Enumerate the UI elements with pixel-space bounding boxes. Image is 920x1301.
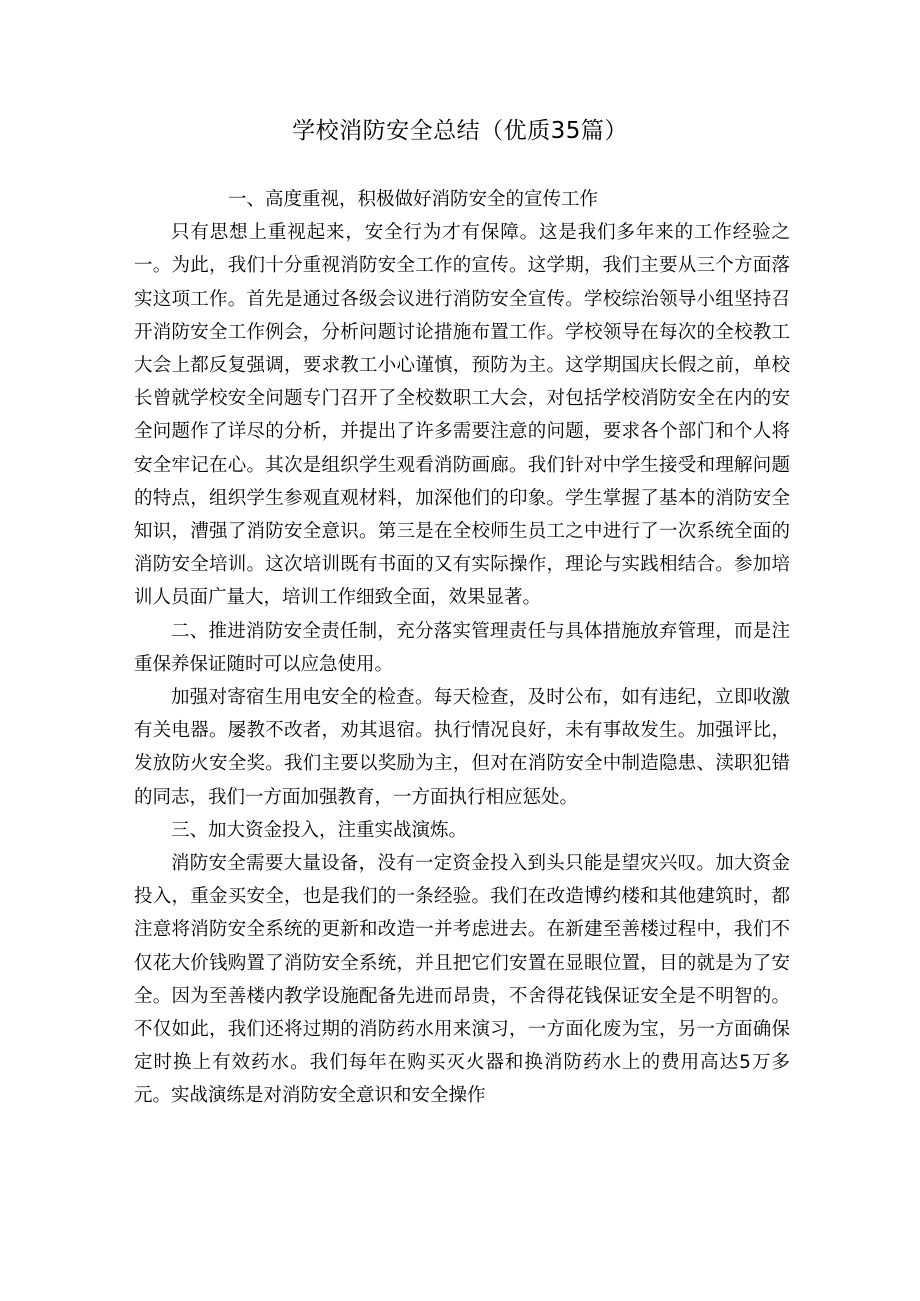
section-heading-2: 二、推进消防安全责任制，充分落实管理责任与具体措施放弃管理，而是注重保养保证随时可以应急使用。 (134, 620, 790, 675)
section-heading-3: 三、加大资金投入，注重实战演炼。 (171, 819, 468, 841)
section-heading-1: 一、高度重视，积极做好消防安全的宣传工作 (228, 189, 599, 210)
paragraph-2: 加强对寄宿生用电安全的检查。每天检查，及时公布，如有违纪，立即收激有关电器。屡教不改者，劝其退宿。执行情况良好，未有事故发生。加强评比，发放防火安全奖。我们主要以奖励为主，但对在消防安全中制造隐患、渎职犯错的同志，我们一方面加强教育，一方面执行相应惩处。 (134, 687, 790, 808)
paragraph-3: 消防安全需要大量设备，没有一定资金投入到头只能是望灾兴叹。加大资金投入，重金买安全，也是我们的一条经验。我们在改造博约楼和其他建筑时，都注意将消防安全系统的更新和改造一并考虑进去。在新建至善楼过程中，我们不仅花大价钱购置了消防安全系统，并且把它们安置在显眼位置，目的就是为了安全。因为至善楼内教学设施配备先进而昂贵，不舍得花钱保证安全是不明智的。不仅如此，我们还将过期的消防药水用来演习，一方面化废为宝，另一方面确保定时换上有效药水。我们每年在购买灭火器和换消防药水上的费用高达5万多元。实战演练是对消防安全意识和安全操作 (134, 853, 790, 1107)
paragraph-1: 只有思想上重视起来，安全行为才有保障。这是我们多年来的工作经验之一。为此，我们十分重视消防安全工作的宣传。这学期，我们主要从三个方面落实这项工作。首先是通过各级会议进行消防安全宣传。学校综治领导小组坚持召开消防安全工作例会，分析问题讨论措施布置工作。学校领导在每次的全校教工大会上都反复强调，要求教工小心谨慎，预防为主。这学期国庆长假之前，单校长曾就学校安全问题专门召开了全校数职工大会，对包括学校消防安全在内的安全问题作了详尽的分析，并提出了许多需要注意的问题，要求各个部门和个人将安全牢记在心。其次是组织学生观看消防画廊。我们针对中学生接受和理解问题的特点，组织学生参观直观材料，加深他们的印象。学生掌握了基本的消防安全知识，漕强了消防安全意识。第三是在全校师生员工之中进行了一次系统全面的消防安全培训。这次培训既有书面的又有实际操作，理论与实践相结合。参加培训人员面广量大，培训工作细致全面，效果显著。 (134, 222, 790, 609)
document-body (134, 183, 790, 1113)
document-title: 学校消防安全总结（优质35篇） (292, 118, 628, 144)
